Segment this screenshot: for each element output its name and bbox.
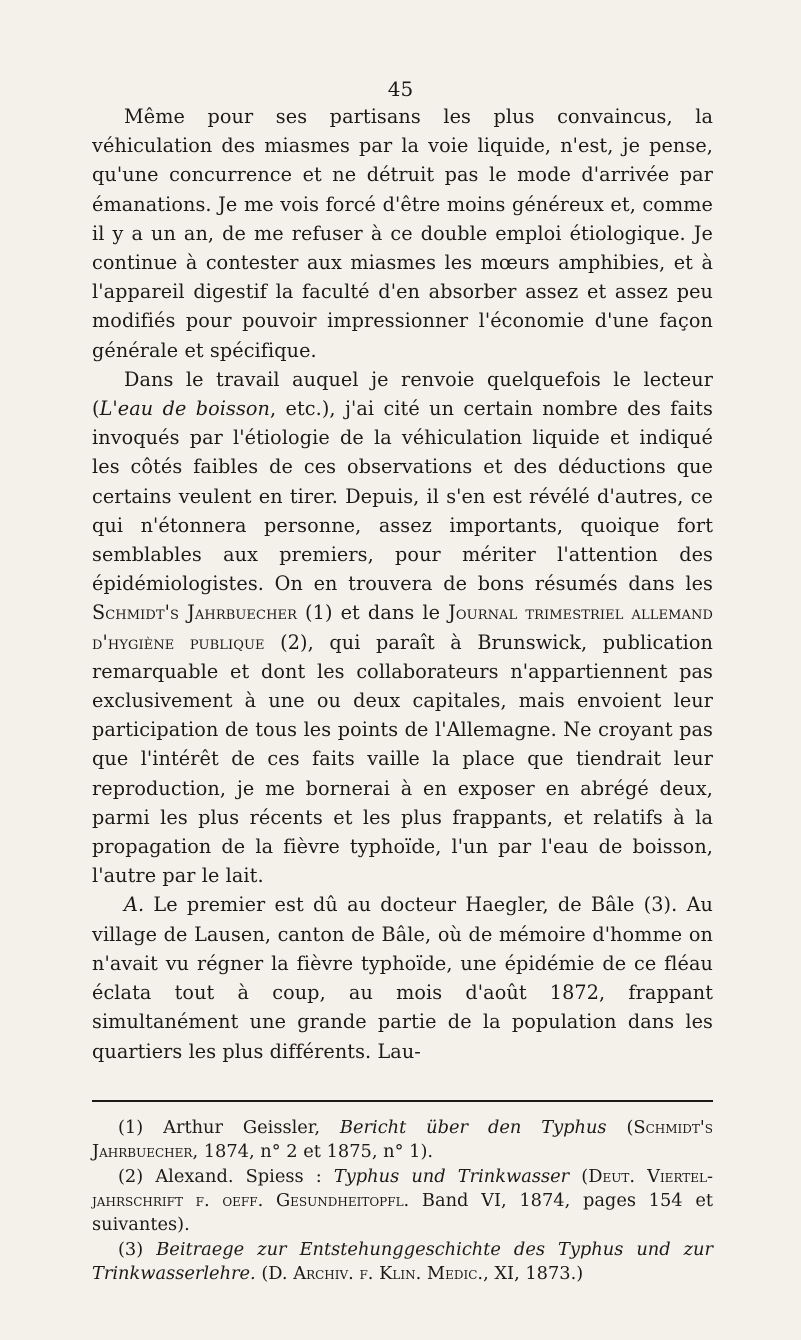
page-number <box>0 77 801 101</box>
title-leau-de-boisson: L'eau de boisson <box>99 397 271 421</box>
paragraph-3: A. Le premier est dû au docteur Haegler, de Bâle (3). Au village de Lausen, canton de Bâle, où de mémoire d'homme on n'avait vu régner la fièvre typhoïde, une épidémie de ce fléau éclata tout à coup, au mois d'août 1872, frappant simultanément une grande partie de la population dans les quartiers les plus différents. Lau- <box>92 893 713 1063</box>
paragraph-2: Dans le travail auquel je renvoie quelquefois le lecteur (L'eau de boisson, etc.), j'ai cité un certain nombre des faits invoqués par l'étiologie de la véhiculation liquide et indiqué les côtés faibles de ces observations et des déductions que certains veulent en tirer. Depuis, il s'en est révélé d'autres, ce qui n'étonnera personne, assez importants, quoique fort semblables aux premiers, pour mériter l'attention des épidémiologistes. On en trouvera de bons résumés dans les Schmidt's Jahrbuecher (1) et dans le Journal trimestriel allemand d'hygiène publique (2), qui paraît à Brunswick, publication remarquable et dont les collaborateurs n'appartiennent pas exclusivement à une ou deux capitales, mais envoient leur participation de tous les points de l'Allemagne. Ne croyant pas que l'intérêt de ces faits vaille la place que tiendrait leur reproduction, je me bornerai à en exposer en abrégé deux, parmi les plus récents et les plus frappants, et relatifs à la propagation de la fièvre typhoïde, l'un par l'eau de boisson, l'autre par le lait. <box>92 367 713 888</box>
footnotes <box>92 1116 713 1287</box>
footnote-3: (3) Beitraege zur Entstehunggeschichte des Typhus und zur Trinkwasserlehre. (D. Archiv. f. Klin. Medic., XI, 1873.) <box>92 1238 714 1285</box>
footnote-1: (1) Arthur Geissler, Bericht über den Typhus (Schmidt's Jahrbuecher, 1874, n° 2 et 1875, n° 1). <box>92 1116 713 1163</box>
footnote-divider <box>92 1100 713 1102</box>
body-text <box>92 102 713 1066</box>
footnote-2: (2) Alexand. Spiess : Typhus und Trinkwasser (Deut. Viertel-jahrschrift f. oeff. Gesundheitopfl. Band VI, 1874, pages 154 et suivantes). <box>92 1165 714 1236</box>
section-label: A. <box>124 893 145 917</box>
paragraph-1: Même pour ses partisans les plus convaincus, la véhiculation des miasmes par la voie liquide, n'est, je pense, qu'une concurrence et ne détruit pas le mode d'arrivée par émanations. Je me vois forcé d'être moins généreux et, comme il y a un an, de me refuser à ce double emploi étiologique. Je continue à contester aux miasmes les mœurs amphibies, et à l'appareil digestif la faculté d'en absorber assez et assez peu modifiés pour pouvoir impressionner l'économie d'une façon générale et spécifique. <box>92 105 713 362</box>
ref-journal-trimestriel: Journal trimestriel allemand d'hygiène publique <box>92 601 713 654</box>
page-number-text: 45 <box>387 77 414 101</box>
ref-schmidts-jahrbuecher: Schmidt's Jahrbuecher <box>92 601 297 625</box>
